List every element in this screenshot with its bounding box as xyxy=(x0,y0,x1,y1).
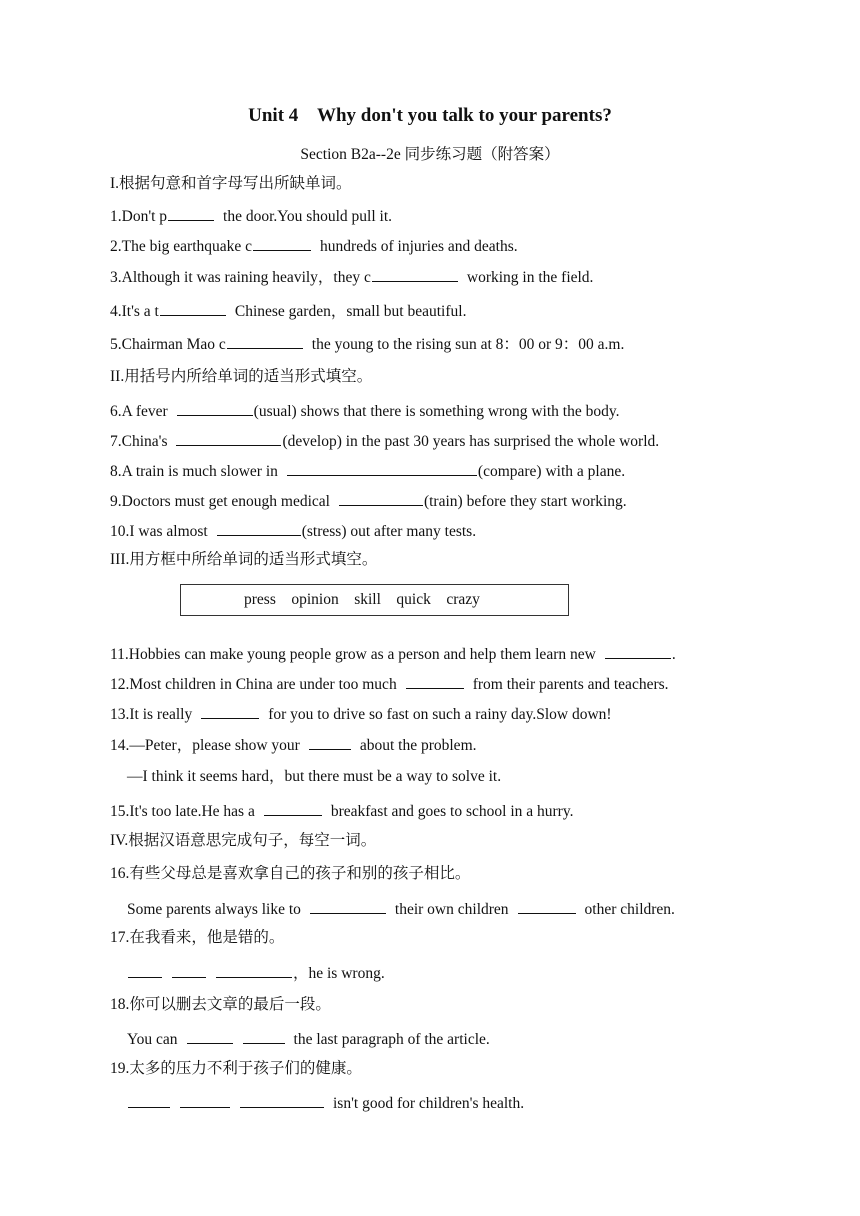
question-15 xyxy=(110,800,573,822)
q19-text-b: isn't good for children's health. xyxy=(333,1095,525,1112)
question-5 xyxy=(110,333,624,355)
question-1 xyxy=(110,205,392,227)
q16-text-a: Some parents always like to xyxy=(127,901,301,918)
q8-text-a: 8.A train is much slower in xyxy=(110,463,278,480)
q2-text-b: hundreds of injuries and deaths. xyxy=(320,238,518,255)
q16-blank-2[interactable] xyxy=(518,898,576,914)
question-8 xyxy=(110,460,625,482)
q8-blank[interactable] xyxy=(287,460,477,476)
part3-heading: III.用方框中所给单词的适当形式填空。 xyxy=(110,551,378,568)
question-16 xyxy=(127,898,675,920)
q7-text-a: 7.China's xyxy=(110,433,168,450)
word-box-words: press opinion skill quick crazy xyxy=(244,591,480,608)
question-16-chinese: 16.有些父母总是喜欢拿自己的孩子和别的孩子相比。 xyxy=(110,865,471,882)
q11-text-b: . xyxy=(671,646,676,663)
q1-text-b: the door.You should pull it. xyxy=(223,208,392,225)
question-7 xyxy=(110,430,659,452)
question-17 xyxy=(127,962,385,984)
q1-blank[interactable] xyxy=(168,205,214,221)
q2-text-a: 2.The big earthquake c xyxy=(110,238,253,255)
question-2 xyxy=(110,235,518,257)
q8-text-b: (compare) with a plane. xyxy=(477,463,626,480)
q7-text-b: (develop) in the past 30 years has surprised the whole world. xyxy=(282,433,660,450)
part1-heading: I.根据句意和首字母写出所缺单词。 xyxy=(110,175,352,192)
part2-heading: II.用括号内所给单词的适当形式填空。 xyxy=(110,368,373,385)
q15-text-b: breakfast and goes to school in a hurry. xyxy=(330,803,574,820)
q1-text-a: 1.Don't p xyxy=(110,208,168,225)
q14-text-a: 14.—Peter，please show your xyxy=(110,737,300,754)
q2-blank[interactable] xyxy=(253,235,311,251)
q14-text-b: about the problem. xyxy=(359,737,477,754)
question-13 xyxy=(110,703,612,725)
q19-blank-3[interactable] xyxy=(240,1092,324,1108)
question-14 xyxy=(110,734,477,756)
q10-text-a: 10.I was almost xyxy=(110,523,208,540)
q12-blank[interactable] xyxy=(406,673,464,689)
q5-text-b: the young to the rising sun at 8：00 or 9：00 a.m. xyxy=(311,336,625,353)
question-18 xyxy=(127,1028,490,1050)
question-14-reply: —I think it seems hard，but there must be a way to solve it. xyxy=(127,768,502,785)
q6-blank[interactable] xyxy=(177,400,253,416)
question-6 xyxy=(110,400,619,422)
question-19-chinese: 19.太多的压力不利于孩子们的健康。 xyxy=(110,1060,362,1077)
word-box xyxy=(180,584,569,616)
q17-blank-1[interactable] xyxy=(128,962,162,978)
q9-text-a: 9.Doctors must get enough medical xyxy=(110,493,330,510)
q15-blank[interactable] xyxy=(264,800,322,816)
q18-text-b: the last paragraph of the article. xyxy=(293,1031,490,1048)
q13-text-b: for you to drive so fast on such a rainy day.Slow down! xyxy=(268,706,612,723)
q9-blank[interactable] xyxy=(339,490,423,506)
question-17-chinese: 17.在我看来，他是错的。 xyxy=(110,929,285,946)
question-11 xyxy=(110,643,676,665)
q5-blank[interactable] xyxy=(227,333,303,349)
question-12 xyxy=(110,673,669,695)
q19-blank-2[interactable] xyxy=(180,1092,230,1108)
q18-blank-2[interactable] xyxy=(243,1028,285,1044)
q4-blank[interactable] xyxy=(160,300,226,316)
q7-blank[interactable] xyxy=(176,430,281,446)
q17-blank-3[interactable] xyxy=(216,962,292,978)
q12-text-b: from their parents and teachers. xyxy=(472,676,669,693)
q3-blank[interactable] xyxy=(372,266,458,282)
q19-blank-1[interactable] xyxy=(128,1092,170,1108)
question-18-chinese: 18.你可以删去文章的最后一段。 xyxy=(110,996,331,1013)
q18-text-a: You can xyxy=(127,1031,178,1048)
part4-heading: IV.根据汉语意思完成句子，每空一词。 xyxy=(110,832,377,849)
question-19 xyxy=(127,1092,524,1114)
q3-text-b: working in the field. xyxy=(466,269,594,286)
question-10 xyxy=(110,520,476,542)
q14-blank[interactable] xyxy=(309,734,351,750)
q6-text-a: 6.A fever xyxy=(110,403,168,420)
page-title: Unit 4 Why don't you talk to your parents? xyxy=(248,105,612,126)
question-9 xyxy=(110,490,627,512)
q15-text-a: 15.It's too late.He has a xyxy=(110,803,255,820)
q11-blank[interactable] xyxy=(605,643,671,659)
q3-text-a: 3.Although it was raining heavily，they c xyxy=(110,269,371,286)
q13-text-a: 13.It is really xyxy=(110,706,193,723)
page-subtitle: Section B2a--2e 同步练习题（附答案） xyxy=(300,146,560,163)
q9-text-b: (train) before they start working. xyxy=(423,493,627,510)
q16-text-b: their own children xyxy=(394,901,509,918)
q18-blank-1[interactable] xyxy=(187,1028,233,1044)
q16-text-c: other children. xyxy=(584,901,675,918)
q4-text-a: 4.It's a t xyxy=(110,303,159,320)
q10-text-b: (stress) out after many tests. xyxy=(301,523,477,540)
q17-blank-2[interactable] xyxy=(172,962,206,978)
question-4 xyxy=(110,300,466,322)
q17-text-b: ，he is wrong. xyxy=(293,965,385,982)
q6-text-b: (usual) shows that there is something wrong with the body. xyxy=(253,403,620,420)
q5-text-a: 5.Chairman Mao c xyxy=(110,336,226,353)
q10-blank[interactable] xyxy=(217,520,301,536)
question-3 xyxy=(110,266,593,288)
q11-text-a: 11.Hobbies can make young people grow as a person and help them learn new xyxy=(110,646,596,663)
q4-text-b: Chinese garden，small but beautiful. xyxy=(234,303,467,320)
q13-blank[interactable] xyxy=(201,703,259,719)
q12-text-a: 12.Most children in China are under too much xyxy=(110,676,397,693)
q16-blank-1[interactable] xyxy=(310,898,386,914)
